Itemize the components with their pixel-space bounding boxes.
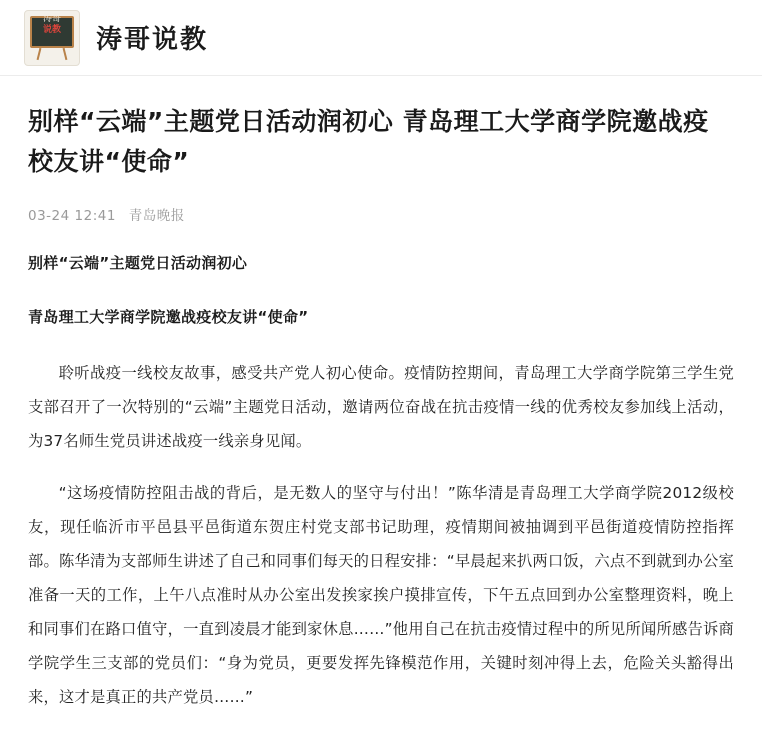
site-header [0, 0, 762, 76]
article-subhead-2: 青岛理工大学商学院邀战疫校友讲“使命” [28, 308, 309, 326]
blackboard-logo-icon[interactable] [24, 10, 80, 66]
article-paragraph: 聆听战疫一线校友故事，感受共产党人初心使命。疫情防控期间，青岛理工大学商学院第三学生党支部召开了一次特别的“云端”主题党日活动，邀请两位奋战在抗击疫情一线的优秀校友参加线上活动，为37名师生党员讲述战疫一线亲身见闻。 [28, 364, 734, 450]
logo-text-line2: 说教 [42, 24, 61, 35]
logo-easel-legs [34, 48, 70, 60]
article-meta [28, 204, 734, 224]
article-container [0, 76, 762, 714]
article-subhead-1: 别样“云端”主题党日活动润初心 [28, 254, 248, 272]
publish-date: 03-24 12:41 [28, 208, 116, 224]
article-body [28, 250, 734, 714]
page-title: 别样“云端”主题党日活动润初心 青岛理工大学商学院邀战疫校友讲“使命” [28, 107, 709, 176]
brand-name[interactable]: 涛哥说教 [96, 25, 209, 55]
article-paragraph: “这场疫情防控阻击战的背后，是无数人的坚守与付出！”陈华清是青岛理工大学商学院2012级校友，现任临沂市平邑县平邑街道东贺庄村党支部书记助理，疫情期间被抽调到平邑街道疫情防控指挥部。陈华清为支部师生讲述了自己和同事们每天的日程安排：“早晨起来扒两口饭，六点不到就到办公室准备一天的工作，上午八点准时从办公室出发挨家挨户摸排宣传，下午五点回到办公室整理资料，晚上和同事们在路口值守，一直到凌晨才能到家休息……”他用自己在抗击疫情过程中的所见所闻所感告诉商学院学生三支部的党员们：“身为党员，更要发挥先锋模范作用，关键时刻冲得上去，危险关头豁得出来，这才是真正的共产党员……” [28, 484, 734, 706]
logo-text-line1: 涛哥 [42, 13, 61, 24]
article-source: 青岛晚报 [128, 208, 185, 224]
